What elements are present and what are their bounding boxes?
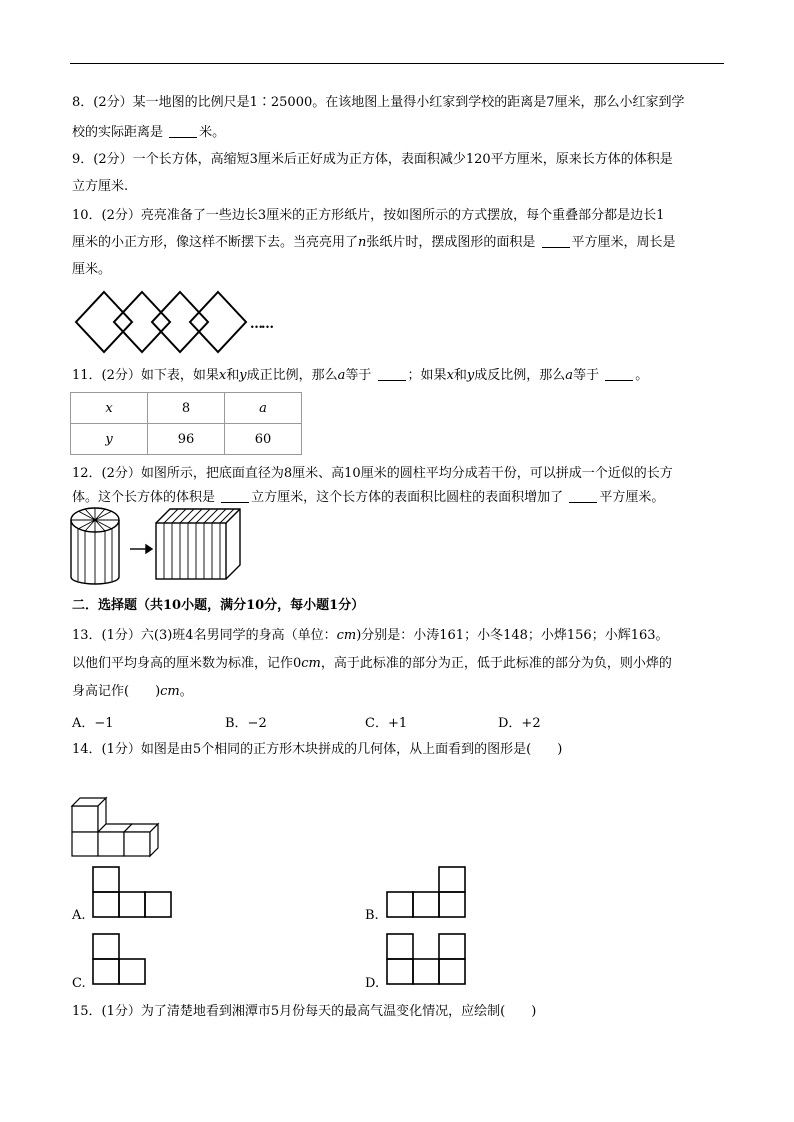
q14-option-d-figure[interactable] bbox=[386, 933, 466, 985]
q10-line1: 10．(2分）亮亮准备了一些边长3厘米的正方形纸片，按如图所示的方式摆放，每个重叠部分都是边长1 bbox=[72, 208, 665, 223]
q13-option-d[interactable]: D．+2 bbox=[498, 716, 541, 731]
diamond-4 bbox=[190, 292, 246, 352]
q9-line2: 立方厘米. bbox=[72, 179, 129, 194]
q12-area-blank[interactable] bbox=[569, 490, 597, 503]
table-row: x 8 a bbox=[71, 393, 302, 424]
section-2-heading: 二．选择题（共10小题，满分10分，每小题1分） bbox=[72, 598, 365, 613]
q11-line1: 11．(2分）如下表，如果x和y成正比例，那么a等于 ；如果x和y成反比例，那么a等于 。 bbox=[72, 368, 649, 383]
q14-option-b[interactable]: B. bbox=[365, 908, 379, 923]
q14-option-d[interactable]: D. bbox=[365, 976, 380, 991]
q8-line2: 校的实际距离是 米。 bbox=[72, 125, 226, 140]
q13-option-a[interactable]: A．−1 bbox=[72, 716, 114, 731]
q8-answer-blank[interactable] bbox=[169, 125, 197, 138]
q10-line2: 厘米的小正方形，像这样不断摆下去。当亮亮用了n张纸片时，摆成图形的面积是 平方厘米，周长是 bbox=[72, 235, 676, 250]
header-rule bbox=[70, 63, 724, 64]
q14-option-b-figure[interactable] bbox=[386, 866, 466, 918]
q11-table bbox=[70, 392, 302, 455]
q13-line2: 以他们平均身高的厘米数为标准，记作0cm，高于此标准的部分为正，低于此标准的部分为负，则小烨的 bbox=[72, 656, 672, 671]
q13-option-b[interactable]: B．−2 bbox=[225, 716, 267, 731]
q10-ellipsis: …… bbox=[250, 317, 272, 332]
q14-line1: 14．(1分）如图是由5个相同的正方形木块拼成的几何体，从上面看到的图形是( ) bbox=[72, 742, 563, 757]
q13-line1: 13．(1分）六(3)班4名男同学的身高（单位：cm)分别是：小涛161；小冬148；小烨156；小辉163。 bbox=[72, 628, 669, 643]
q12-volume-blank[interactable] bbox=[221, 490, 249, 503]
q12-line2: 体。这个长方体的体积是 立方厘米，这个长方体的表面积比圆柱的表面积增加了 平方厘米。 bbox=[72, 490, 665, 505]
q9-line1: 9．(2分）一个长方体，高缩短3厘米后正好成为正方体，表面积减少120平方厘米，原来长方体的体积是 bbox=[72, 152, 673, 167]
q10-line3: 厘米。 bbox=[72, 262, 112, 277]
q14-option-c[interactable]: C. bbox=[72, 976, 86, 991]
table-row: y 96 60 bbox=[71, 424, 302, 455]
q15-line1: 15．(1分）为了清楚地看到湘潭市5月份每天的最高气温变化情况，应绘制( ) bbox=[72, 1004, 537, 1019]
diamond-3 bbox=[152, 292, 208, 352]
q10-area-blank[interactable] bbox=[542, 235, 570, 248]
q11-inverse-blank[interactable] bbox=[605, 368, 633, 381]
q13-line3: 身高记作( )cm。 bbox=[72, 684, 193, 699]
q14-option-a[interactable]: A. bbox=[72, 908, 86, 923]
diamond-1 bbox=[76, 292, 132, 352]
q14-cube-figure bbox=[72, 794, 172, 860]
q14-option-a-figure[interactable] bbox=[92, 866, 172, 918]
q8-line1: 8．(2分）某一地图的比例尺是1∶25000。在该地图上量得小红家到学校的距离是7厘米，那么小红家到学 bbox=[72, 95, 685, 110]
diamond-2 bbox=[114, 292, 170, 352]
q13-option-c[interactable]: C．+1 bbox=[365, 716, 408, 731]
q14-option-c-figure[interactable] bbox=[92, 933, 148, 985]
q12-line1: 12．(2分）如图所示，把底面直径为8厘米、高10厘米的圆柱平均分成若干份，可以拼成一个近似的长方 bbox=[72, 466, 673, 481]
q11-direct-blank[interactable] bbox=[378, 368, 406, 381]
q12-cylinder-figure bbox=[70, 505, 270, 585]
